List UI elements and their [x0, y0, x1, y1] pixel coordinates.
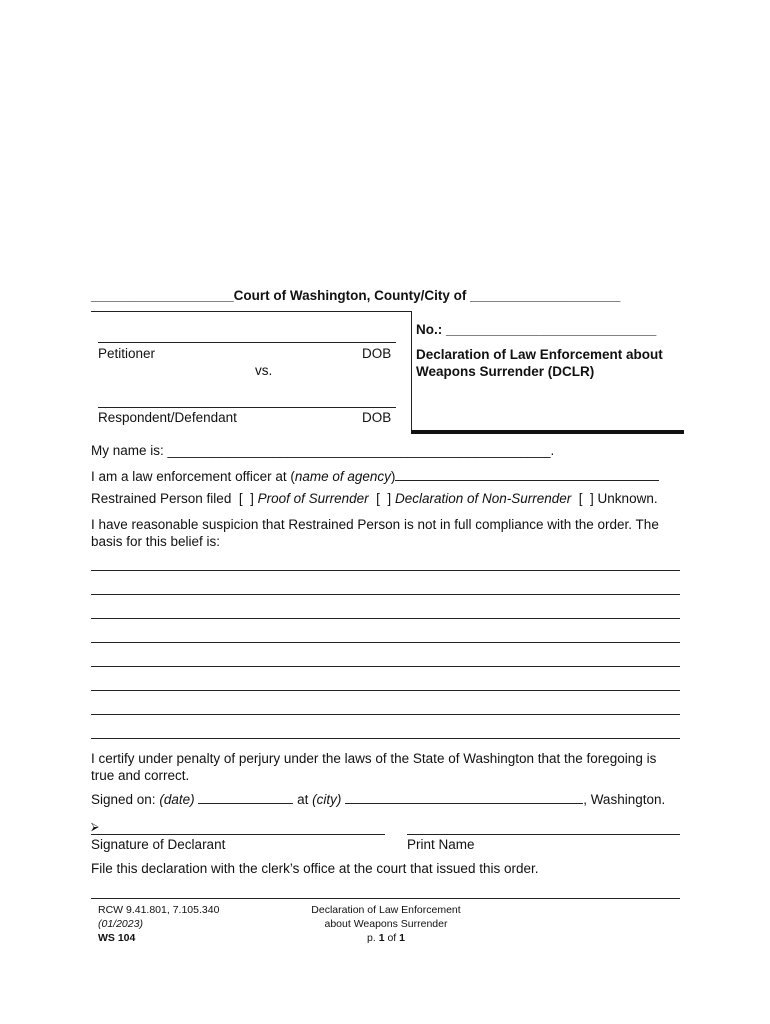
footer-title-line1: Declaration of Law Enforcement [311, 904, 461, 916]
signed-on-label: Signed on: [91, 792, 156, 807]
case-no-label: No.: [416, 322, 443, 337]
certify-paragraph [91, 750, 656, 784]
my-name-blank[interactable]: ___________________________________________________ [167, 443, 551, 458]
page-number: 1 [378, 932, 385, 944]
court-title: Court of Washington, County/City of [233, 288, 467, 303]
my-name-row [91, 443, 554, 458]
filed-prefix: Restrained Person filed [ ] [91, 491, 254, 506]
at-label: at [297, 792, 309, 807]
document-title-line2: Weapons Surrender (DCLR) [416, 364, 595, 379]
court-city-blank[interactable]: ____________________ [470, 288, 621, 303]
basis-line[interactable] [91, 690, 680, 691]
date-label: (date) [159, 792, 195, 807]
signature-arrow-icon: ⮚ [91, 820, 99, 833]
officer-agency-label: name of agency [294, 469, 391, 484]
officer-row [91, 467, 659, 484]
page-of: of [384, 932, 400, 944]
case-no-blank[interactable]: ____________________________ [446, 322, 657, 337]
respondent-dob-label: DOB [362, 410, 392, 425]
file-instruction: File this declaration with the clerk’s office at the court that issued this order. [91, 861, 539, 876]
suspicion-paragraph [91, 516, 659, 550]
vs-label: vs. [255, 363, 273, 378]
print-name-line[interactable] [407, 834, 680, 835]
court-county-blank[interactable]: ___________________ [91, 288, 234, 303]
basis-line[interactable] [91, 570, 680, 571]
signed-on-row [91, 790, 665, 807]
filed-row [91, 491, 658, 506]
agency-name-blank[interactable] [395, 467, 659, 481]
petitioner-name-blank[interactable] [98, 342, 396, 343]
non-surrender-option[interactable]: Declaration of Non-Surrender [394, 491, 572, 506]
suspicion-line1: I have reasonable suspicion that Restrained Person is not in full compliance with the order. The [91, 517, 659, 532]
petitioner-dob-label: DOB [362, 346, 392, 361]
page-prefix: p. [367, 932, 379, 944]
respondent-label: Respondent/Defendant [98, 410, 237, 425]
officer-suffix: ) [390, 469, 396, 484]
case-number [416, 322, 656, 337]
city-blank[interactable] [345, 790, 583, 804]
washington-label: , Washington. [583, 792, 666, 807]
date-blank[interactable] [198, 790, 293, 804]
caption-divider [411, 311, 412, 431]
proof-of-surrender-option[interactable]: Proof of Surrender [257, 491, 369, 506]
footer-rule [91, 898, 680, 899]
certify-line2: true and correct. [91, 768, 190, 783]
footer-revision: (01/2023) [98, 918, 143, 930]
footer-form-id: WS 104 [98, 932, 136, 944]
basis-line[interactable] [91, 594, 680, 595]
page-total: 1 [399, 932, 405, 944]
footer-left [98, 903, 219, 945]
basis-line[interactable] [91, 642, 680, 643]
respondent-name-blank[interactable] [98, 407, 396, 408]
caption-top-rule [91, 311, 411, 312]
basis-line[interactable] [91, 618, 680, 619]
caption-bottom-rule [411, 430, 684, 434]
document-title-line1: Declaration of Law Enforcement about [416, 347, 663, 362]
my-name-end: . [550, 443, 555, 458]
certify-line1: I certify under penalty of perjury under the laws of the State of Washington that the foregoing is [91, 751, 657, 766]
petitioner-label: Petitioner [98, 346, 156, 361]
city-label: (city) [312, 792, 342, 807]
unknown-option[interactable]: [ ] Unknown. [571, 491, 658, 506]
suspicion-line2: basis for this belief is: [91, 534, 221, 549]
document-title [416, 346, 663, 380]
filed-mid: [ ] [368, 491, 392, 506]
signature-line[interactable] [91, 834, 385, 835]
signature-label: Signature of Declarant [91, 837, 226, 852]
court-header [91, 288, 681, 303]
basis-line[interactable] [91, 666, 680, 667]
print-name-label: Print Name [407, 837, 475, 852]
my-name-label: My name is: [91, 443, 164, 458]
footer-page [286, 931, 486, 945]
officer-prefix: I am a law enforcement officer at ( [91, 469, 295, 484]
footer-center [286, 903, 486, 945]
footer-rcw: RCW 9.41.801, 7.105.340 [98, 904, 220, 916]
basis-line[interactable] [91, 714, 680, 715]
basis-line[interactable] [91, 738, 680, 739]
footer-title-line2: about Weapons Surrender [324, 918, 448, 930]
